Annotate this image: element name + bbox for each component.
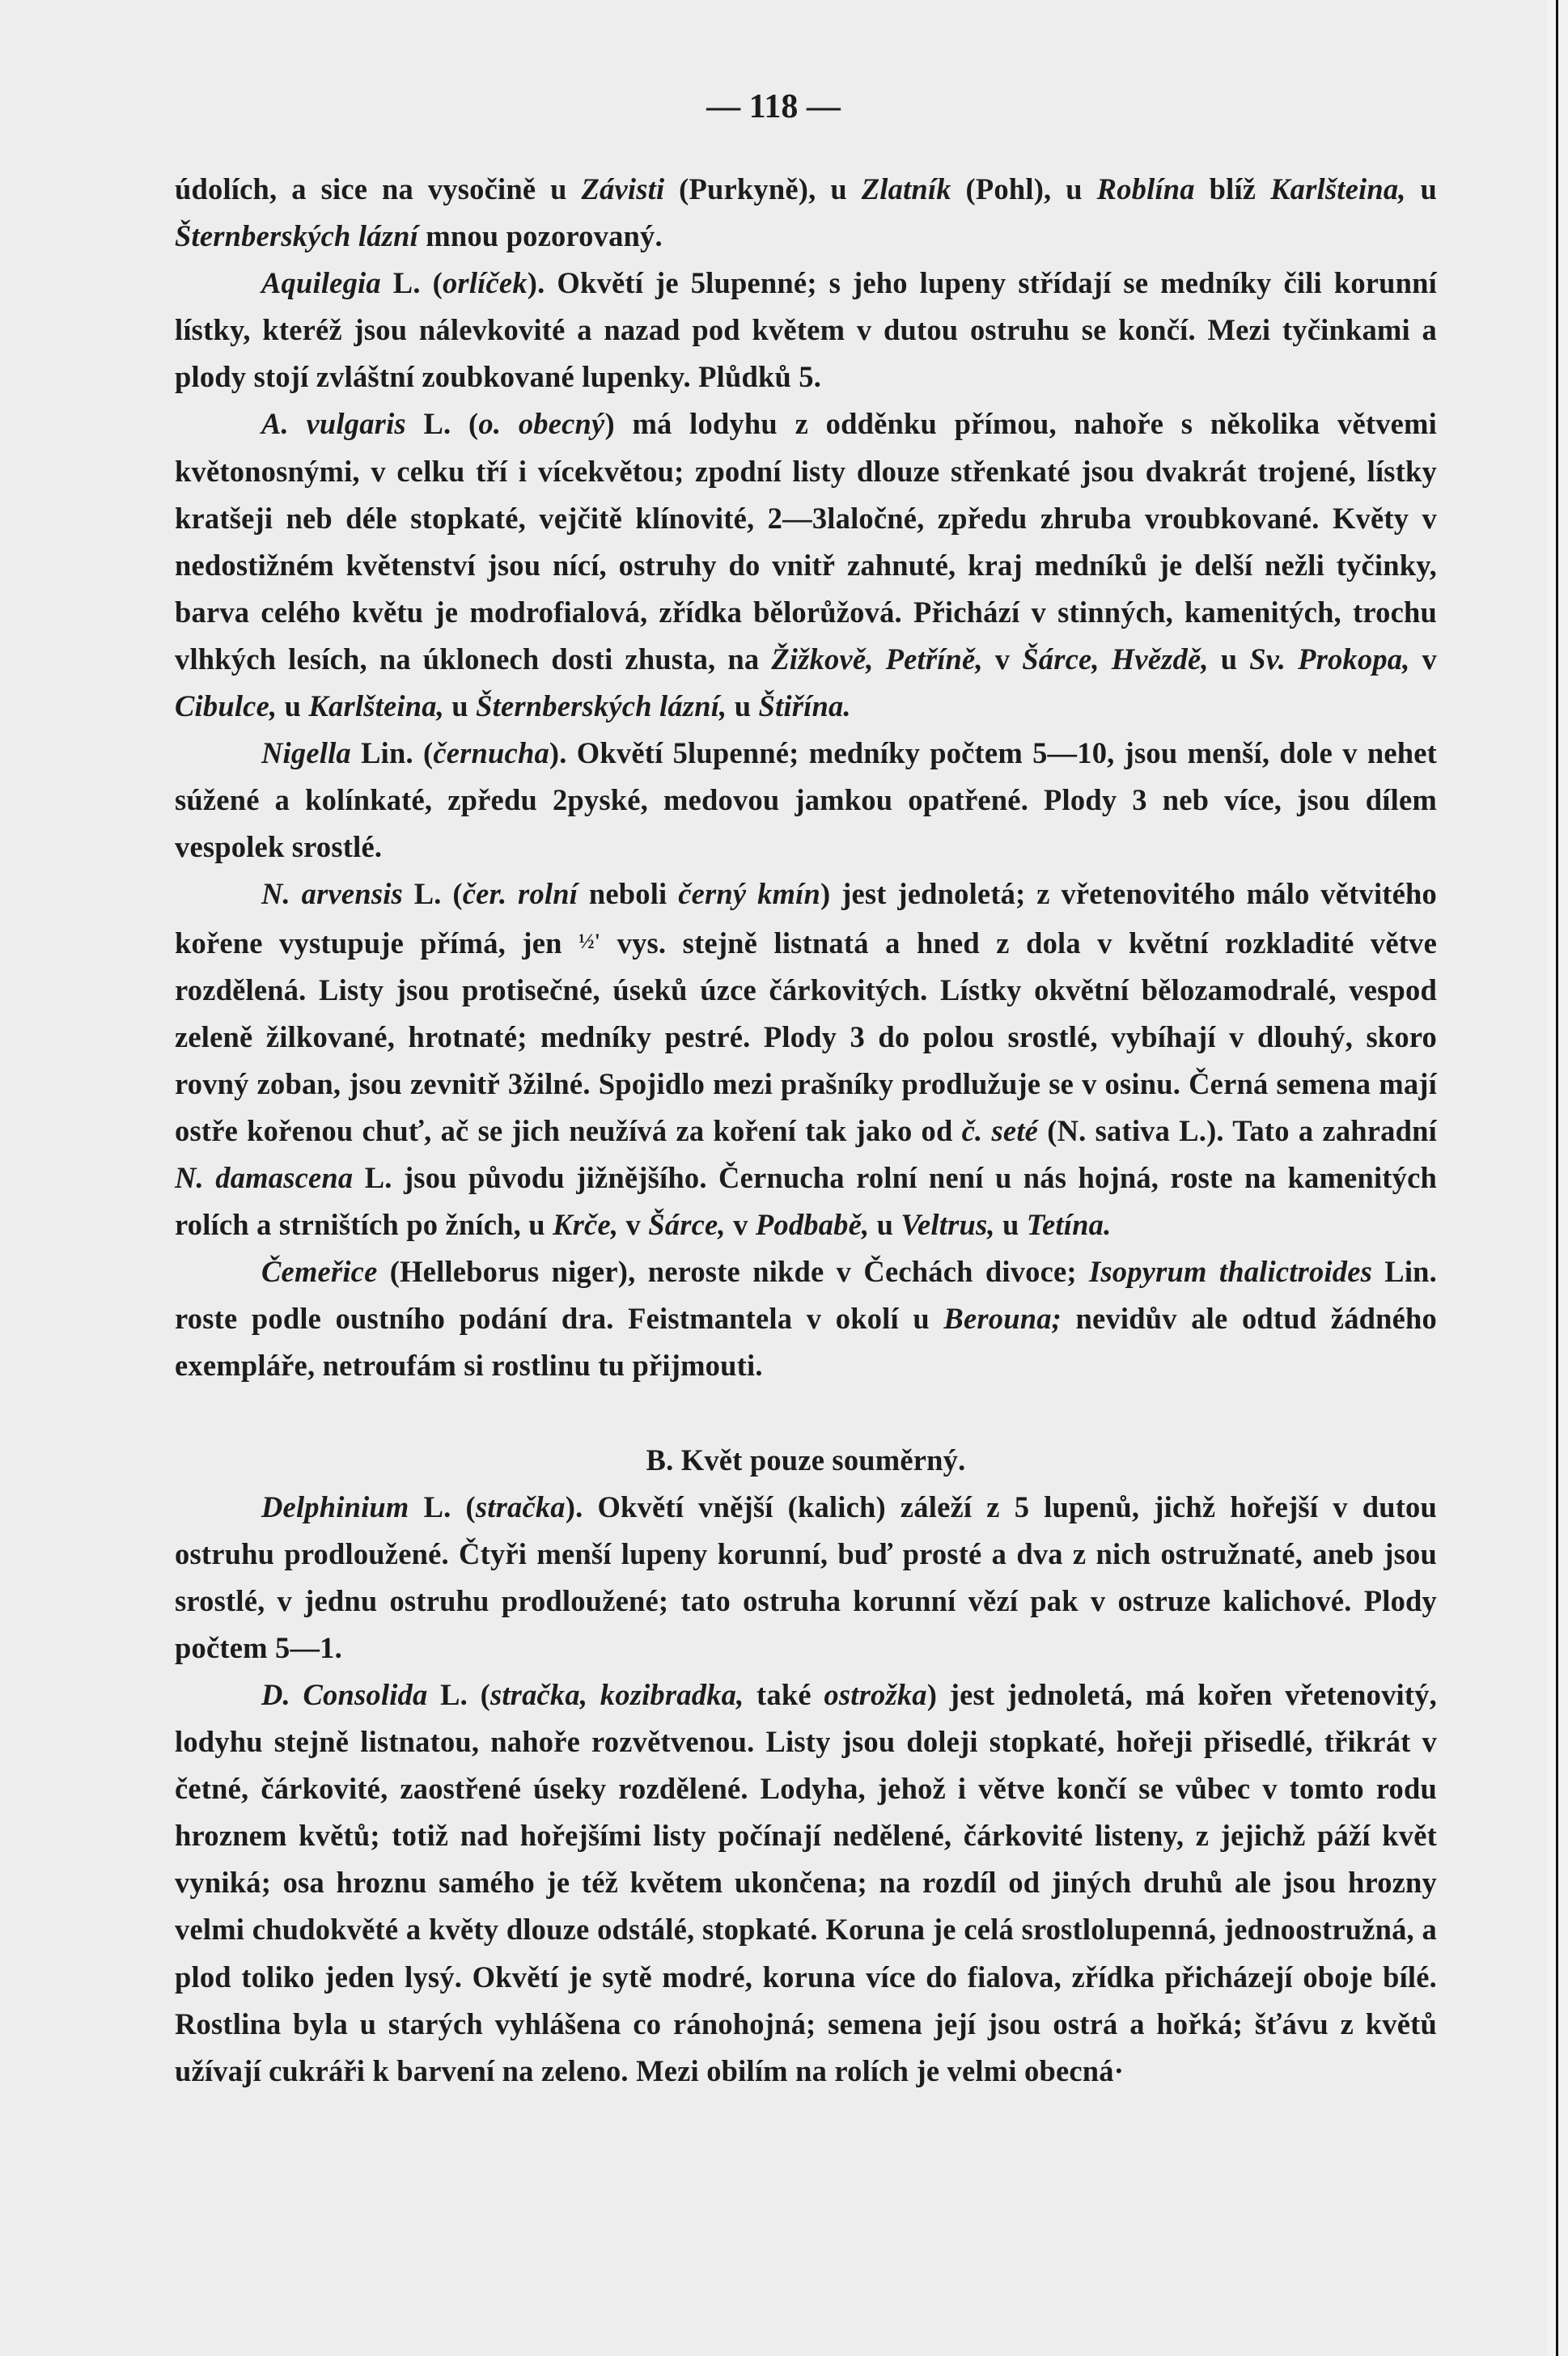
species-name: Isopyrum thalictroides — [1089, 1255, 1373, 1289]
paragraph-aquilegia — [175, 260, 1437, 400]
text-run: u — [727, 689, 759, 723]
text-run: (Helleborus niger), neroste nikde v Čechách divoce; — [377, 1255, 1089, 1289]
page-edge-line — [1556, 0, 1558, 2356]
text-run: ). Okvětí je 5lupenné; s jeho lupeny střídají se medníky čili korunní lístky, kteréž jsou nálevkovité a nazad pod květem v dutou ostruhu se končí. Mezi tyčinkami a plody stojí zvláštní zoubkované lupenky. Plůdků 5. — [175, 266, 1438, 394]
text-run: (Pohl), u — [951, 172, 1097, 206]
text-run: L. ( — [405, 407, 479, 441]
paragraph-continuation — [175, 166, 1437, 260]
text-run: blíž — [1194, 172, 1271, 206]
italic-run: Krče, — [553, 1208, 619, 1242]
text-run: Lin. roste podle oustního podání dra. Feistmantela v okolí u — [175, 1255, 1437, 1336]
italic-run: Karlšteina, — [1270, 172, 1406, 206]
section-heading: B. Květ pouze souměrný. — [646, 1443, 966, 1477]
paragraph-nigella — [175, 730, 1437, 871]
text-run: neboli — [578, 877, 679, 911]
italic-run: Sv. Prokopa, — [1249, 642, 1410, 676]
text-run: (N. sativa L.). Tato a zahradní — [1038, 1113, 1437, 1147]
text-run: vys. stejně listnatá a hned z dola v květní rozkladité větve rozdělená. Listy jsou protisečné, úseků úzce čárkovitých. Lístky okvětní bělozamodralé, vespod zeleně žilkované, hrotnaté; medníky pestré. Plody 3 do polou srostlé, vybíhají v dlouhý, skoro rovný zoban, jsou zevnitř 3žilné. Spojidlo mezi prašníky prodlužuje se v osinu. Černá semena mají ostře kořenou chuť, ač se jich neužívá za koření tak jako od — [175, 926, 1437, 1147]
italic-run: o. obecný — [478, 407, 605, 441]
text-run: v — [725, 1208, 756, 1242]
italic-run: Zlatník — [861, 172, 951, 206]
italic-run: černucha — [433, 736, 549, 770]
text-run: v — [982, 642, 1023, 676]
paragraph-a-vulgaris — [175, 400, 1437, 730]
italic-run: N. damascena — [175, 1160, 354, 1194]
paragraph-cemerice — [175, 1248, 1437, 1389]
italic-run: Veltrus, — [901, 1208, 995, 1242]
paragraph-delphinium — [175, 1484, 1437, 1672]
genus-name: Nigella — [261, 736, 351, 770]
text-run: (Purkyně), u — [664, 172, 862, 206]
text-run: nevidův ale odtud žádného exempláře, netroufám si rostlinu tu přijmouti. — [175, 1302, 1437, 1383]
italic-run: Štiřína. — [758, 689, 851, 723]
paragraph-n-arvensis — [175, 871, 1437, 1248]
text-run: L. jsou původu jižnějšího. Černucha rolní není u nás hojná, roste na kamenitých rolích a strništích po žních, u — [175, 1160, 1437, 1242]
genus-name: Delphinium — [261, 1489, 409, 1523]
text-run: ) má lodyhu z odděnku přímou, nahoře s několika větvemi květonosnými, v celku tří i vícekvětou; zpodní listy dlouze střenkaté jsou dvakrát trojené, lístky kratšeji neb déle stopkaté, vejčitě klínovité, 2—3laločné, zpředu zhruba vroubkované. Květy v nedostižném květenství jsou nící, ostruhy do vnitř zahnuté, kraj medníků je delší nežli tyčinky, barva celého květu je modrofialová, zřídka bělorůžová. Přichází v stinných, kamenitých, trochu vlhkých lesích, na úklonech dosti zhusta, na — [175, 407, 1438, 676]
text-run: ). Okvětí vnější (kalich) záleží z 5 lupenů, jichž hořejší v dutou ostruhu prodloužené. Čtyři menší lupeny korunní, buď prosté a dva z nich ostružnaté, aneb jsou srostlé, v jednu ostruhu prodloužené; tato ostruha korunní vězí pak v ostruze kalichové. Plody počtem 5—1. — [175, 1489, 1438, 1664]
text-run: mnou pozorovaný. — [417, 219, 663, 253]
italic-run: černý kmín — [678, 877, 820, 911]
text-run: u — [869, 1208, 901, 1242]
italic-run: Berouna; — [943, 1302, 1062, 1336]
italic-run: Tetína. — [1026, 1208, 1112, 1242]
italic-run: Závisti — [581, 172, 665, 206]
text-run: L. ( — [427, 1678, 490, 1711]
italic-run: Čemeřice — [261, 1255, 378, 1289]
text-run: u — [277, 689, 309, 723]
species-name: A. vulgaris — [261, 407, 406, 441]
text-run: L. ( — [402, 877, 463, 911]
text-run: údolích, a sice na vysočině u — [175, 172, 582, 206]
fraction-half: ½' — [578, 929, 601, 953]
italic-run: čer. rolní — [462, 877, 578, 911]
italic-run: Roblína — [1096, 172, 1195, 206]
italic-run: ostrožka — [824, 1678, 927, 1711]
text-run: ). Okvětí 5lupenné; medníky počtem 5—10, jsou menší, dole v nehet súžené a kolínkaté, zpředu 2pyské, medovou jamkou opatřené. Plody 3 neb více, jsou dílem vespolek srostlé. — [175, 736, 1437, 864]
text-run: u — [1405, 172, 1437, 206]
species-name: D. Consolida — [261, 1678, 428, 1711]
italic-run: Šárce, Hvězdě, — [1022, 642, 1209, 676]
italic-run: Podbabě, — [755, 1208, 870, 1242]
italic-run: orlíček — [442, 266, 528, 300]
text-run: L. ( — [380, 266, 443, 300]
italic-run: Šárce, — [648, 1208, 726, 1242]
text-run: ) jest jednoletá; z vřetenovitého málo větvitého kořene vystupuje přímá, jen — [175, 877, 1437, 960]
text-run: u — [1208, 642, 1250, 676]
genus-name: Aquilegia — [261, 266, 381, 300]
page-number: — 118 — — [706, 88, 841, 125]
italic-run: Cibulce, — [175, 689, 278, 723]
text-run: Lin. ( — [350, 736, 434, 770]
italic-run: Karlšteina, — [308, 689, 444, 723]
text-run: v — [618, 1208, 649, 1242]
text-run: u — [994, 1208, 1027, 1242]
paragraph-d-consolida — [175, 1672, 1437, 2095]
italic-run: Šternberských lázní, — [476, 689, 727, 723]
species-name: N. arvensis — [261, 877, 403, 911]
text-run: u — [443, 689, 477, 723]
text-run: ) jest jednoletá, má kořen vřetenovitý, lodyhu stejně listnatou, nahoře rozvětvenou. Listy jsou doleji stopkaté, hořeji přisedlé, třikrát v četné, čárkovité, zaostřené úseky rozdělené. Lodyha, jehož i větve končí se vůbec v tomto rodu hroznem květů; totiž nad hořejšími listy počínají nedělené, čárkovité listeny, z jejichž páží květ vyniká; osa hroznu samého je též květem ukončena; na rozdíl od jiných druhů ale jsou hrozny velmi chudokvěté a květy dlouze odstálé, stopkaté. Koruna je celá srostlolupenná, jednoostružná, a plod toliko jeden lysý. Okvětí je sytě modré, koruna více do fialova, zřídka přicházejí oboje bílé. Rostlina byla u starých vyhlášena co ránohojná; semena její jsou ostrá a hořká; šťávu z květů užívají cukráři k barvení na zeleno. Mezi obilím na rolích je velmi obecná· — [175, 1678, 1438, 2087]
text-run: L. ( — [409, 1489, 476, 1523]
text-run: v — [1409, 642, 1437, 676]
italic-run: Žižkově, Petříně, — [771, 642, 983, 676]
text-run: také — [744, 1678, 824, 1711]
italic-run: Šternberských lázní — [175, 219, 418, 253]
page-body — [175, 166, 1437, 2095]
italic-run: stračka — [475, 1489, 566, 1523]
italic-run: stračka, kozibradka, — [489, 1678, 744, 1711]
italic-run: č. seté — [961, 1113, 1039, 1147]
